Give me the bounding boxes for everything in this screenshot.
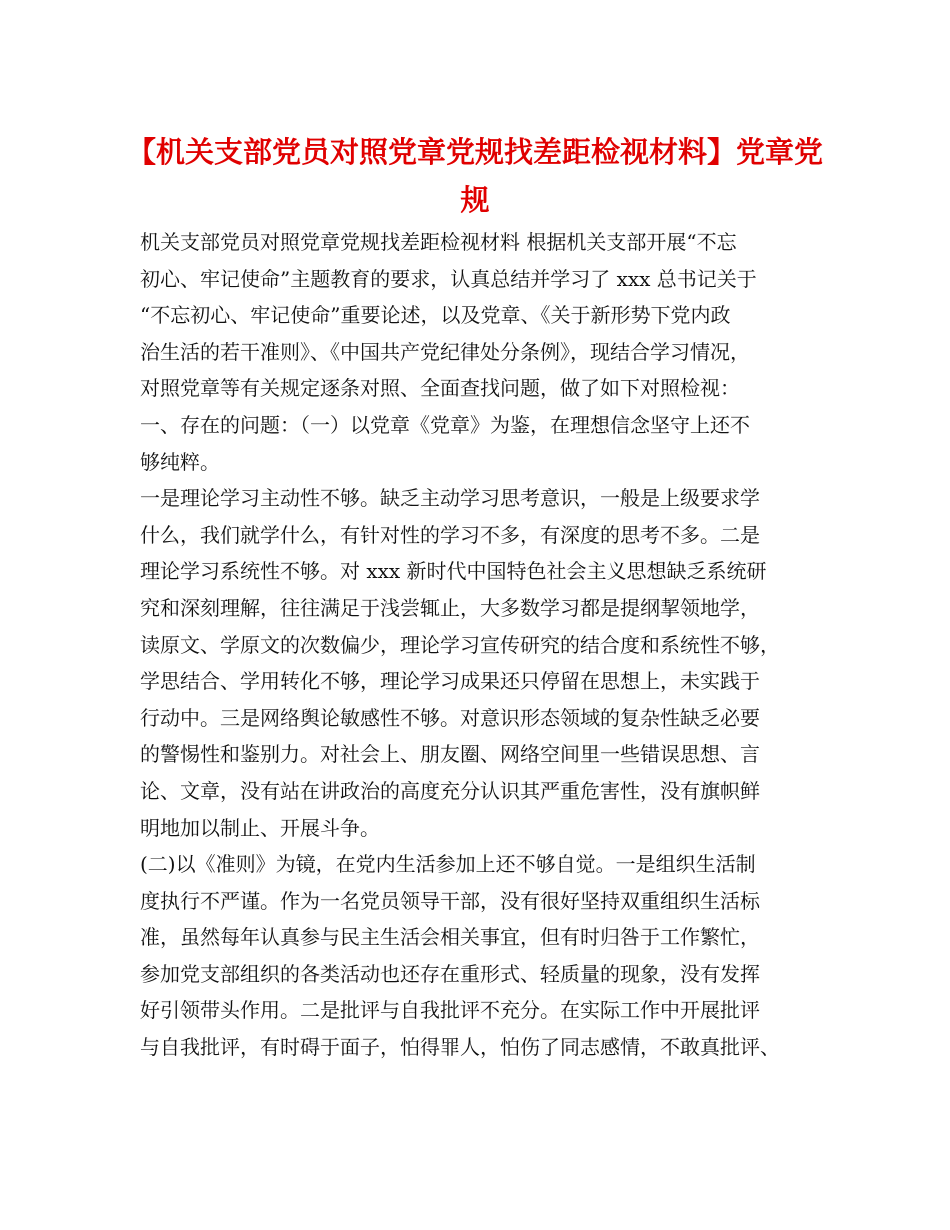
title-line: 【机关支部党员对照党章党规找差距检视材料】党章党	[126, 135, 823, 169]
body-line: 准，虽然每年认真参与民主生活会相关事宜，但有时归咎于工作繁忙，	[140, 925, 760, 950]
body-line: 初心、牢记使命”主题教育的要求，认真总结并学习了 xxx 总书记关于	[140, 266, 757, 291]
body-line: 读原文、学原文的次数偏少，理论学习宣传研究的结合度和系统性不够，	[140, 632, 780, 657]
body-line: 究和深刻理解，往往满足于浅尝辄止，大多数学习都是提纲挈领地学，	[140, 595, 760, 620]
body-line: 一、存在的问题：（一）以党章《党章》为鉴，在理想信念坚守上还不	[140, 412, 750, 437]
body-line: 论、文章，没有站在讲政治的高度充分认识其严重危害性，没有旗帜鲜	[140, 778, 760, 803]
body-line: 一是理论学习主动性不够。缺乏主动学习思考意识，一般是上级要求学	[140, 486, 760, 511]
body-line: “不忘初心、牢记使命”重要论述，以及党章、《关于新形势下党内政	[140, 303, 731, 328]
body-line: 机关支部党员对照党章党规找差距检视材料 根据机关支部开展“不忘	[140, 230, 737, 254]
body-line: 与自我批评，有时碍于面子，怕得罪人，怕伤了同志感情，不敢真批评、	[140, 1035, 780, 1060]
body-line: 治生活的若干准则》、《中国共产党纪律处分条例》，现结合学习情况，	[140, 339, 750, 364]
document-title	[120, 128, 830, 224]
body-line: 行动中。三是网络舆论敏感性不够。对意识形态领域的复杂性缺乏必要	[140, 705, 760, 730]
body-line: 参加党支部组织的各类活动也还存在重形式、轻质量的现象，没有发挥	[140, 961, 760, 986]
body-line: 学思结合、学用转化不够，理论学习成果还只停留在思想上，未实践于	[140, 669, 760, 694]
body-line: (二)以《准则》为镜，在党内生活参加上还不够自觉。一是组织生活制	[140, 852, 756, 877]
body-line: 够纯粹。	[140, 449, 220, 474]
body-line: 理论学习系统性不够。对 xxx 新时代中国特色社会主义思想缺乏系统研	[140, 559, 767, 584]
body-line: 什么，我们就学什么，有针对性的学习不多，有深度的思考不多。二是	[140, 522, 760, 547]
body-line: 好引领带头作用。二是批评与自我批评不充分。在实际工作中开展批评	[140, 998, 760, 1023]
body-line: 对照党章等有关规定逐条对照、全面查找问题，做了如下对照检视：	[140, 376, 740, 401]
document-body	[140, 224, 830, 1066]
body-line: 度执行不严谨。作为一名党员领导干部，没有很好坚持双重组织生活标	[140, 888, 760, 913]
title-line: 规	[460, 183, 490, 217]
body-line: 的警惕性和鉴别力。对社会上、朋友圈、网络空间里一些错误思想、言	[140, 742, 760, 767]
body-line: 明地加以制止、开展斗争。	[140, 815, 380, 840]
